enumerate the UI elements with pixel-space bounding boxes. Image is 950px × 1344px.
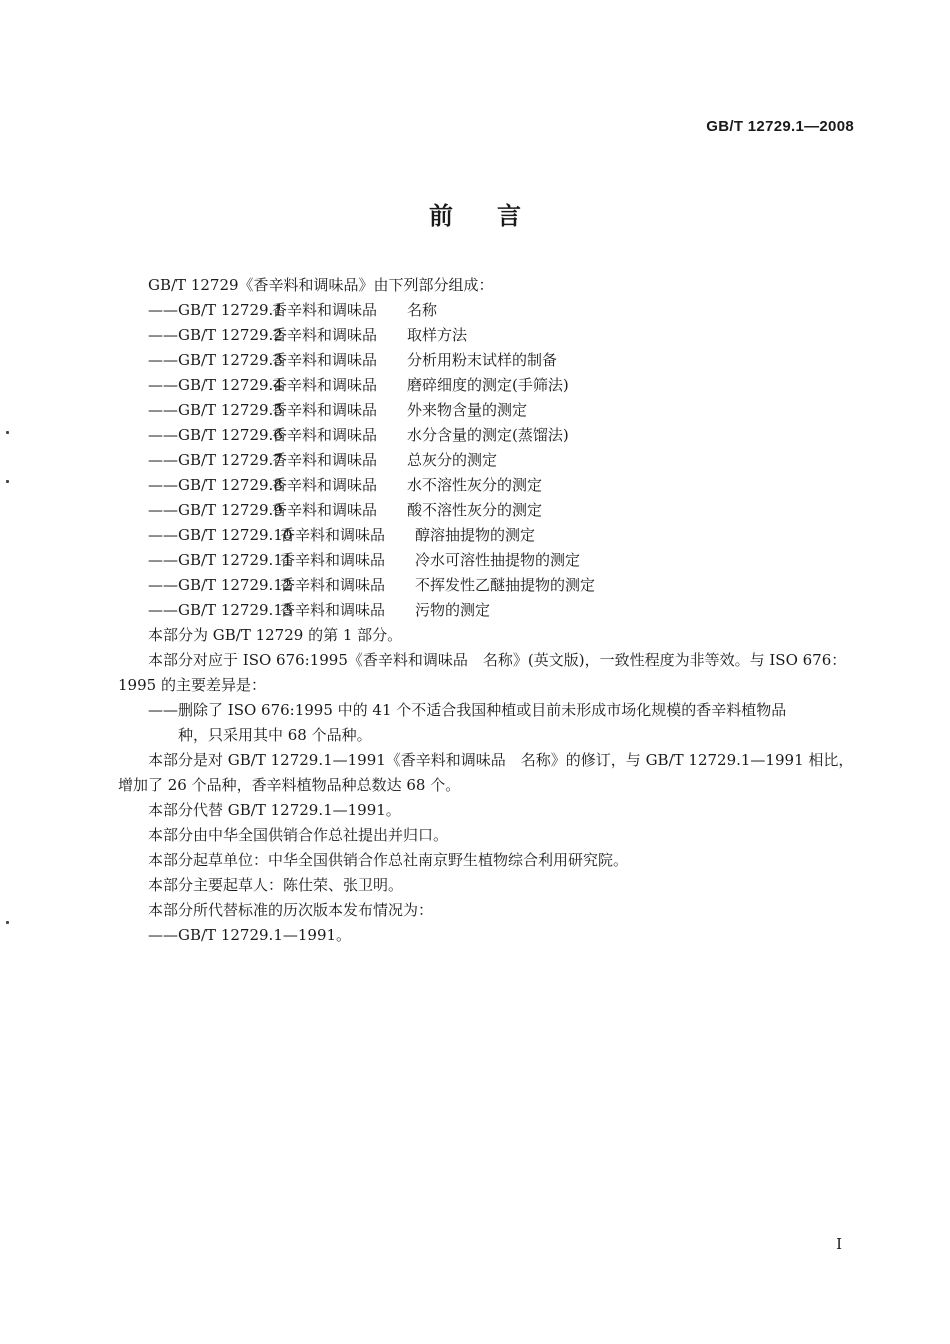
part-topic: 名称 <box>407 301 438 319</box>
part-code: ——GB/T 12729.9 <box>148 501 283 519</box>
part-code: ——GB/T 12729.8 <box>148 476 283 494</box>
paragraph: 本部分是对 GB/T 12729.1—1991《香辛料和调味品 名称》的修订，与 GB/T 12729.1—1991 相比，增加了 26 个品种，香辛料植物品种总数达 68 个。 <box>118 751 854 794</box>
part-name: 香辛料和调味品 <box>272 376 378 394</box>
part-code: ——GB/T 12729.4 <box>148 376 283 394</box>
part-code: ——GB/T 12729.13 <box>148 601 293 619</box>
paragraph: 本部分代替 GB/T 12729.1—1991。 <box>148 801 401 819</box>
standard-number: GB/T 12729.1—2008 <box>706 118 854 135</box>
part-item <box>118 473 856 498</box>
paragraph: 本部分为 GB/T 12729 的第 1 部分。 <box>148 626 403 644</box>
part-name: 香辛料和调味品 <box>272 326 378 344</box>
part-item <box>118 548 856 573</box>
part-topic: 不挥发性乙醚抽提物的测定 <box>415 576 596 594</box>
document-body <box>118 273 856 948</box>
part-name: 香辛料和调味品 <box>272 301 378 319</box>
paragraph: 本部分起草单位：中华全国供销合作总社南京野生植物综合利用研究院。 <box>148 851 629 869</box>
part-item <box>118 373 856 398</box>
paragraph: 本部分所代替标准的历次版本发布情况为： <box>148 901 434 919</box>
part-name: 香辛料和调味品 <box>280 551 386 569</box>
part-code: ——GB/T 12729.12 <box>148 576 293 594</box>
part-topic: 水不溶性灰分的测定 <box>407 476 543 494</box>
part-code: ——GB/T 12729.3 <box>148 351 283 369</box>
part-name: 香辛料和调味品 <box>272 351 378 369</box>
part-code: ——GB/T 12729.6 <box>148 426 283 444</box>
bullet-text: ——删除了 ISO 676:1995 中的 41 个不适合我国种植或目前未形成市场化规模的香辛料植物品 <box>148 701 787 719</box>
part-topic: 外来物含量的测定 <box>407 401 528 419</box>
scan-speck <box>6 921 9 924</box>
part-topic: 水分含量的测定(蒸馏法) <box>407 426 569 444</box>
paragraph: 本部分对应于 ISO 676:1995《香辛料和调味品 名称》(英文版)，一致性程度为非等效。与 ISO 676：1995 的主要差异是： <box>118 651 847 694</box>
page-number: I <box>836 1235 842 1253</box>
part-topic: 酸不溶性灰分的测定 <box>407 501 543 519</box>
part-code: ——GB/T 12729.10 <box>148 526 293 544</box>
part-name: 香辛料和调味品 <box>272 426 378 444</box>
part-item <box>118 523 856 548</box>
scan-speck <box>6 480 9 483</box>
paragraph: 本部分由中华全国供销合作总社提出并归口。 <box>148 826 449 844</box>
part-code: ——GB/T 12729.5 <box>148 401 283 419</box>
part-code: ——GB/T 12729.1 <box>148 301 283 319</box>
part-code: ——GB/T 12729.7 <box>148 451 283 469</box>
bullet-text-continued: 种，只采用其中 68 个品种。 <box>178 726 372 744</box>
intro-text: GB/T 12729《香辛料和调味品》由下列部分组成： <box>148 276 494 294</box>
part-item <box>118 448 856 473</box>
paragraph: 本部分主要起草人：陈仕荣、张卫明。 <box>148 876 404 894</box>
part-code: ——GB/T 12729.11 <box>148 551 293 569</box>
part-topic: 分析用粉末试样的制备 <box>407 351 558 369</box>
part-topic: 污物的测定 <box>415 601 491 619</box>
part-item <box>118 348 856 373</box>
part-topic: 磨碎细度的测定(手筛法) <box>407 376 569 394</box>
part-item <box>118 598 856 623</box>
part-name: 香辛料和调味品 <box>272 501 378 519</box>
part-name: 香辛料和调味品 <box>272 401 378 419</box>
part-item <box>118 423 856 448</box>
part-topic: 醇溶抽提物的测定 <box>415 526 536 544</box>
scan-speck <box>6 431 9 434</box>
part-item <box>118 498 856 523</box>
paragraph: ——GB/T 12729.1—1991。 <box>148 926 352 944</box>
part-code: ——GB/T 12729.2 <box>148 326 283 344</box>
bullet-item <box>118 698 856 748</box>
part-item <box>118 398 856 423</box>
part-item <box>118 573 856 598</box>
part-item <box>118 323 856 348</box>
part-name: 香辛料和调味品 <box>272 476 378 494</box>
part-name: 香辛料和调味品 <box>280 526 386 544</box>
page-title: 前言 <box>429 202 565 230</box>
part-topic: 冷水可溶性抽提物的测定 <box>415 551 581 569</box>
part-name: 香辛料和调味品 <box>280 576 386 594</box>
part-topic: 总灰分的测定 <box>407 451 498 469</box>
part-name: 香辛料和调味品 <box>280 601 386 619</box>
part-item <box>118 298 856 323</box>
part-name: 香辛料和调味品 <box>272 451 378 469</box>
part-topic: 取样方法 <box>407 326 468 344</box>
